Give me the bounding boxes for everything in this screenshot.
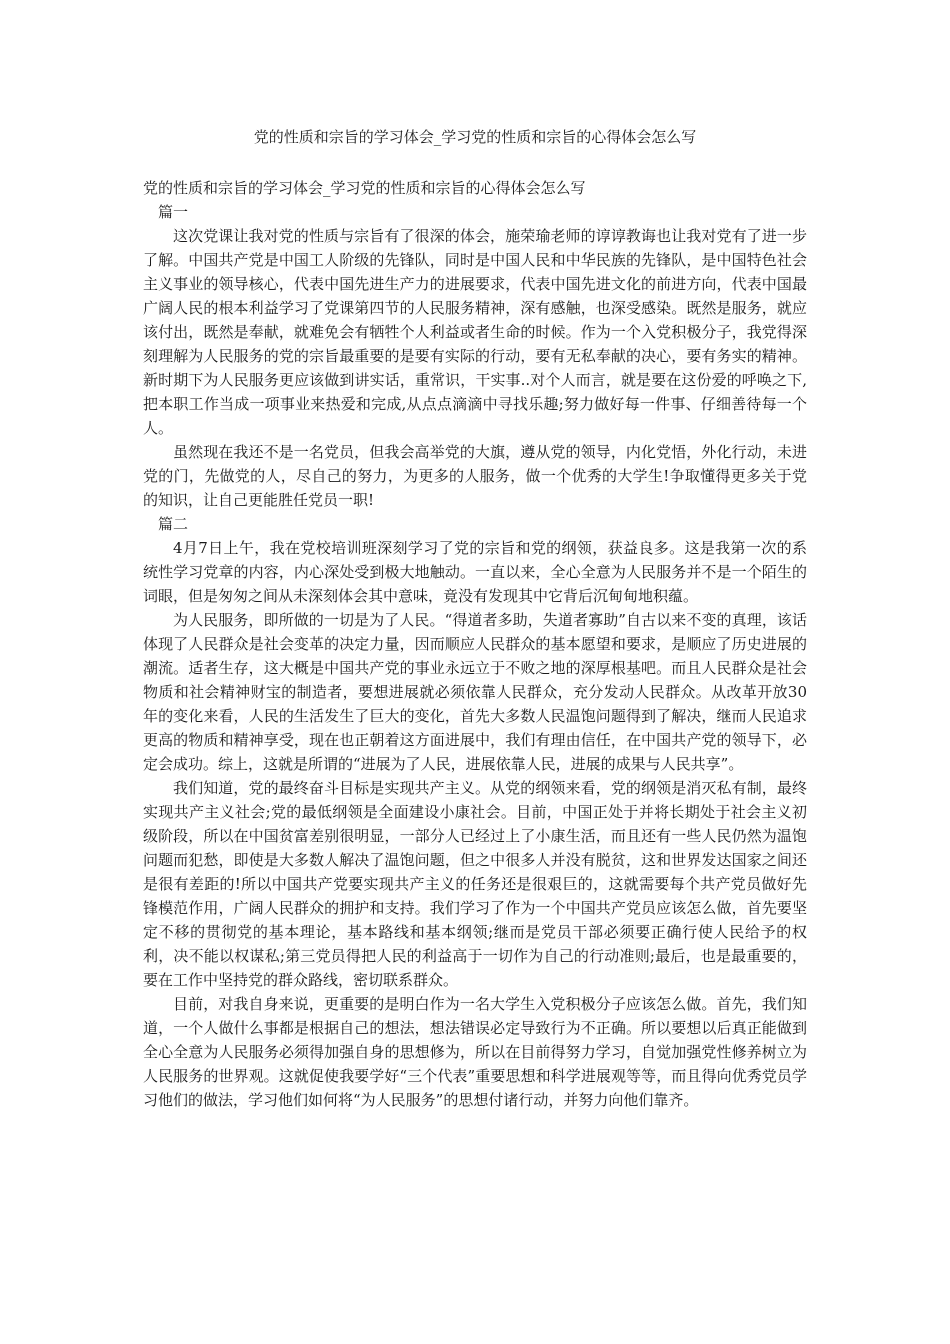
- paragraph: 虽然现在我还不是一名党员，但我会高举党的大旗，遵从党的领导，内化党悟，外化行动，未进党的门，先做党的人，尽自己的努力，为更多的人服务，做一个优秀的大学生!争取懂得更多关于党的知识，让自己更能胜任党员一职!: [143, 443, 807, 509]
- paragraph: 这次党课让我对党的性质与宗旨有了很深的体会，施荣瑜老师的谆谆教诲也让我对党有了进一步了解。中国共产党是中国工人阶级的先锋队，同时是中国人民和中华民族的先锋队，是中国特色社会主义事业的领导核心，代表中国先进生产力的进展要求，代表中国先进文化的前进方向，代表中国最广阔人民的根本利益学习了党课第四节的人民服务精神，深有感触，也深受感染。既然是服务，就应该付出，既然是奉献，就难免会有牺牲个人利益或者生命的时候。作为一个入党积极分子，我党得深刻理解为人民服务的党的宗旨最重要的是要有实际的行动，要有无私奉献的决心，要有务实的精神。新时期下为人民服务更应该做到讲实话，重常识，干实事..对个人而言，就是要在这份爱的呼唤之下,把本职工作当成一项事业来热爱和完成,从点点滴滴中寻找乐趣;努力做好每一件事、仔细善待每一个人。: [143, 227, 807, 437]
- section-label-2: 篇二: [158, 515, 189, 533]
- paragraph: 4月7日上午，我在党校培训班深刻学习了党的宗旨和党的纲领，获益良多。这是我第一次的系统性学习党章的内容，内心深处受到极大地触动。一直以来，全心全意为人民服务并不是一个陌生的词眼，但是匆匆之间从未深刻体会其中意味，竟没有发现其中它背后沉甸甸地积蕴。: [143, 539, 807, 605]
- document-body: [143, 176, 807, 1112]
- paragraph: 我们知道，党的最终奋斗目标是实现共产主义。从党的纲领来看，党的纲领是消灭私有制，最终实现共产主义社会;党的最低纲领是全面建设小康社会。目前，中国正处于并将长期处于社会主义初级阶段，所以在中国贫富差别很明显，一部分人已经过上了小康生活，而且还有一些人民仍然为温饱问题而犯愁，即使是大多数人解决了温饱问题，但之中很多人并没有脱贫，这和世界发达国家之间还是很有差距的!所以中国共产党要实现共产主义的任务还是很艰巨的，这就需要每个共产党员做好先锋模范作用，广阔人民群众的拥护和支持。我们学习了作为一个中国共产党员应该怎么做，首先要坚定不移的贯彻党的基本理论，基本路线和基本纲领;继而是党员干部必须要正确行使人民给予的权利，决不能以权谋私;第三党员得把人民的利益高于一切作为自己的行动准则;最后，也是最重要的，要在工作中坚持党的群众路线，密切联系群众。: [143, 779, 807, 989]
- paragraph: 为人民服务，即所做的一切是为了人民。“得道者多助，失道者寡助”自古以来不变的真理，该话体现了人民群众是社会变革的决定力量，因而顺应人民群众的基本愿望和要求，是顺应了历史进展的潮流。适者生存，这大概是中国共产党的事业永远立于不败之地的深厚根基吧。而且人民群众是社会物质和社会精神财宝的制造者，要想进展就必须依靠人民群众，充分发动人民群众。从改革开放30年的变化来看，人民的生活发生了巨大的变化，首先大多数人民温饱问题得到了解决，继而人民追求更高的物质和精神享受，现在也正朝着这方面进展中，我们有理由信任，在中国共产党的领导下，必定会成功。综上，这就是所谓的“进展为了人民，进展依靠人民，进展的成果与人民共享”。: [143, 611, 807, 773]
- section-label-1: 篇一: [158, 203, 189, 221]
- document-subtitle: 党的性质和宗旨的学习体会_学习党的性质和宗旨的心得体会怎么写: [143, 179, 586, 197]
- paragraph: 目前，对我自身来说，更重要的是明白作为一名大学生入党积极分子应该怎么做。首先，我们知道，一个人做什么事都是根据自己的想法，想法错误必定导致行为不正确。所以要想以后真正能做到全心全意为人民服务必须得加强自身的思想修为，所以在目前得努力学习，自觉加强党性修养树立为人民服务的世界观。这就促使我要学好“三个代表”重要思想和科学进展观等等，而且得向优秀党员学习他们的做法，学习他们如何将“为人民服务”的思想付诸行动，并努力向他们靠齐。: [143, 995, 807, 1109]
- document-title: 党的性质和宗旨的学习体会_学习党的性质和宗旨的心得体会怎么写: [253, 128, 697, 146]
